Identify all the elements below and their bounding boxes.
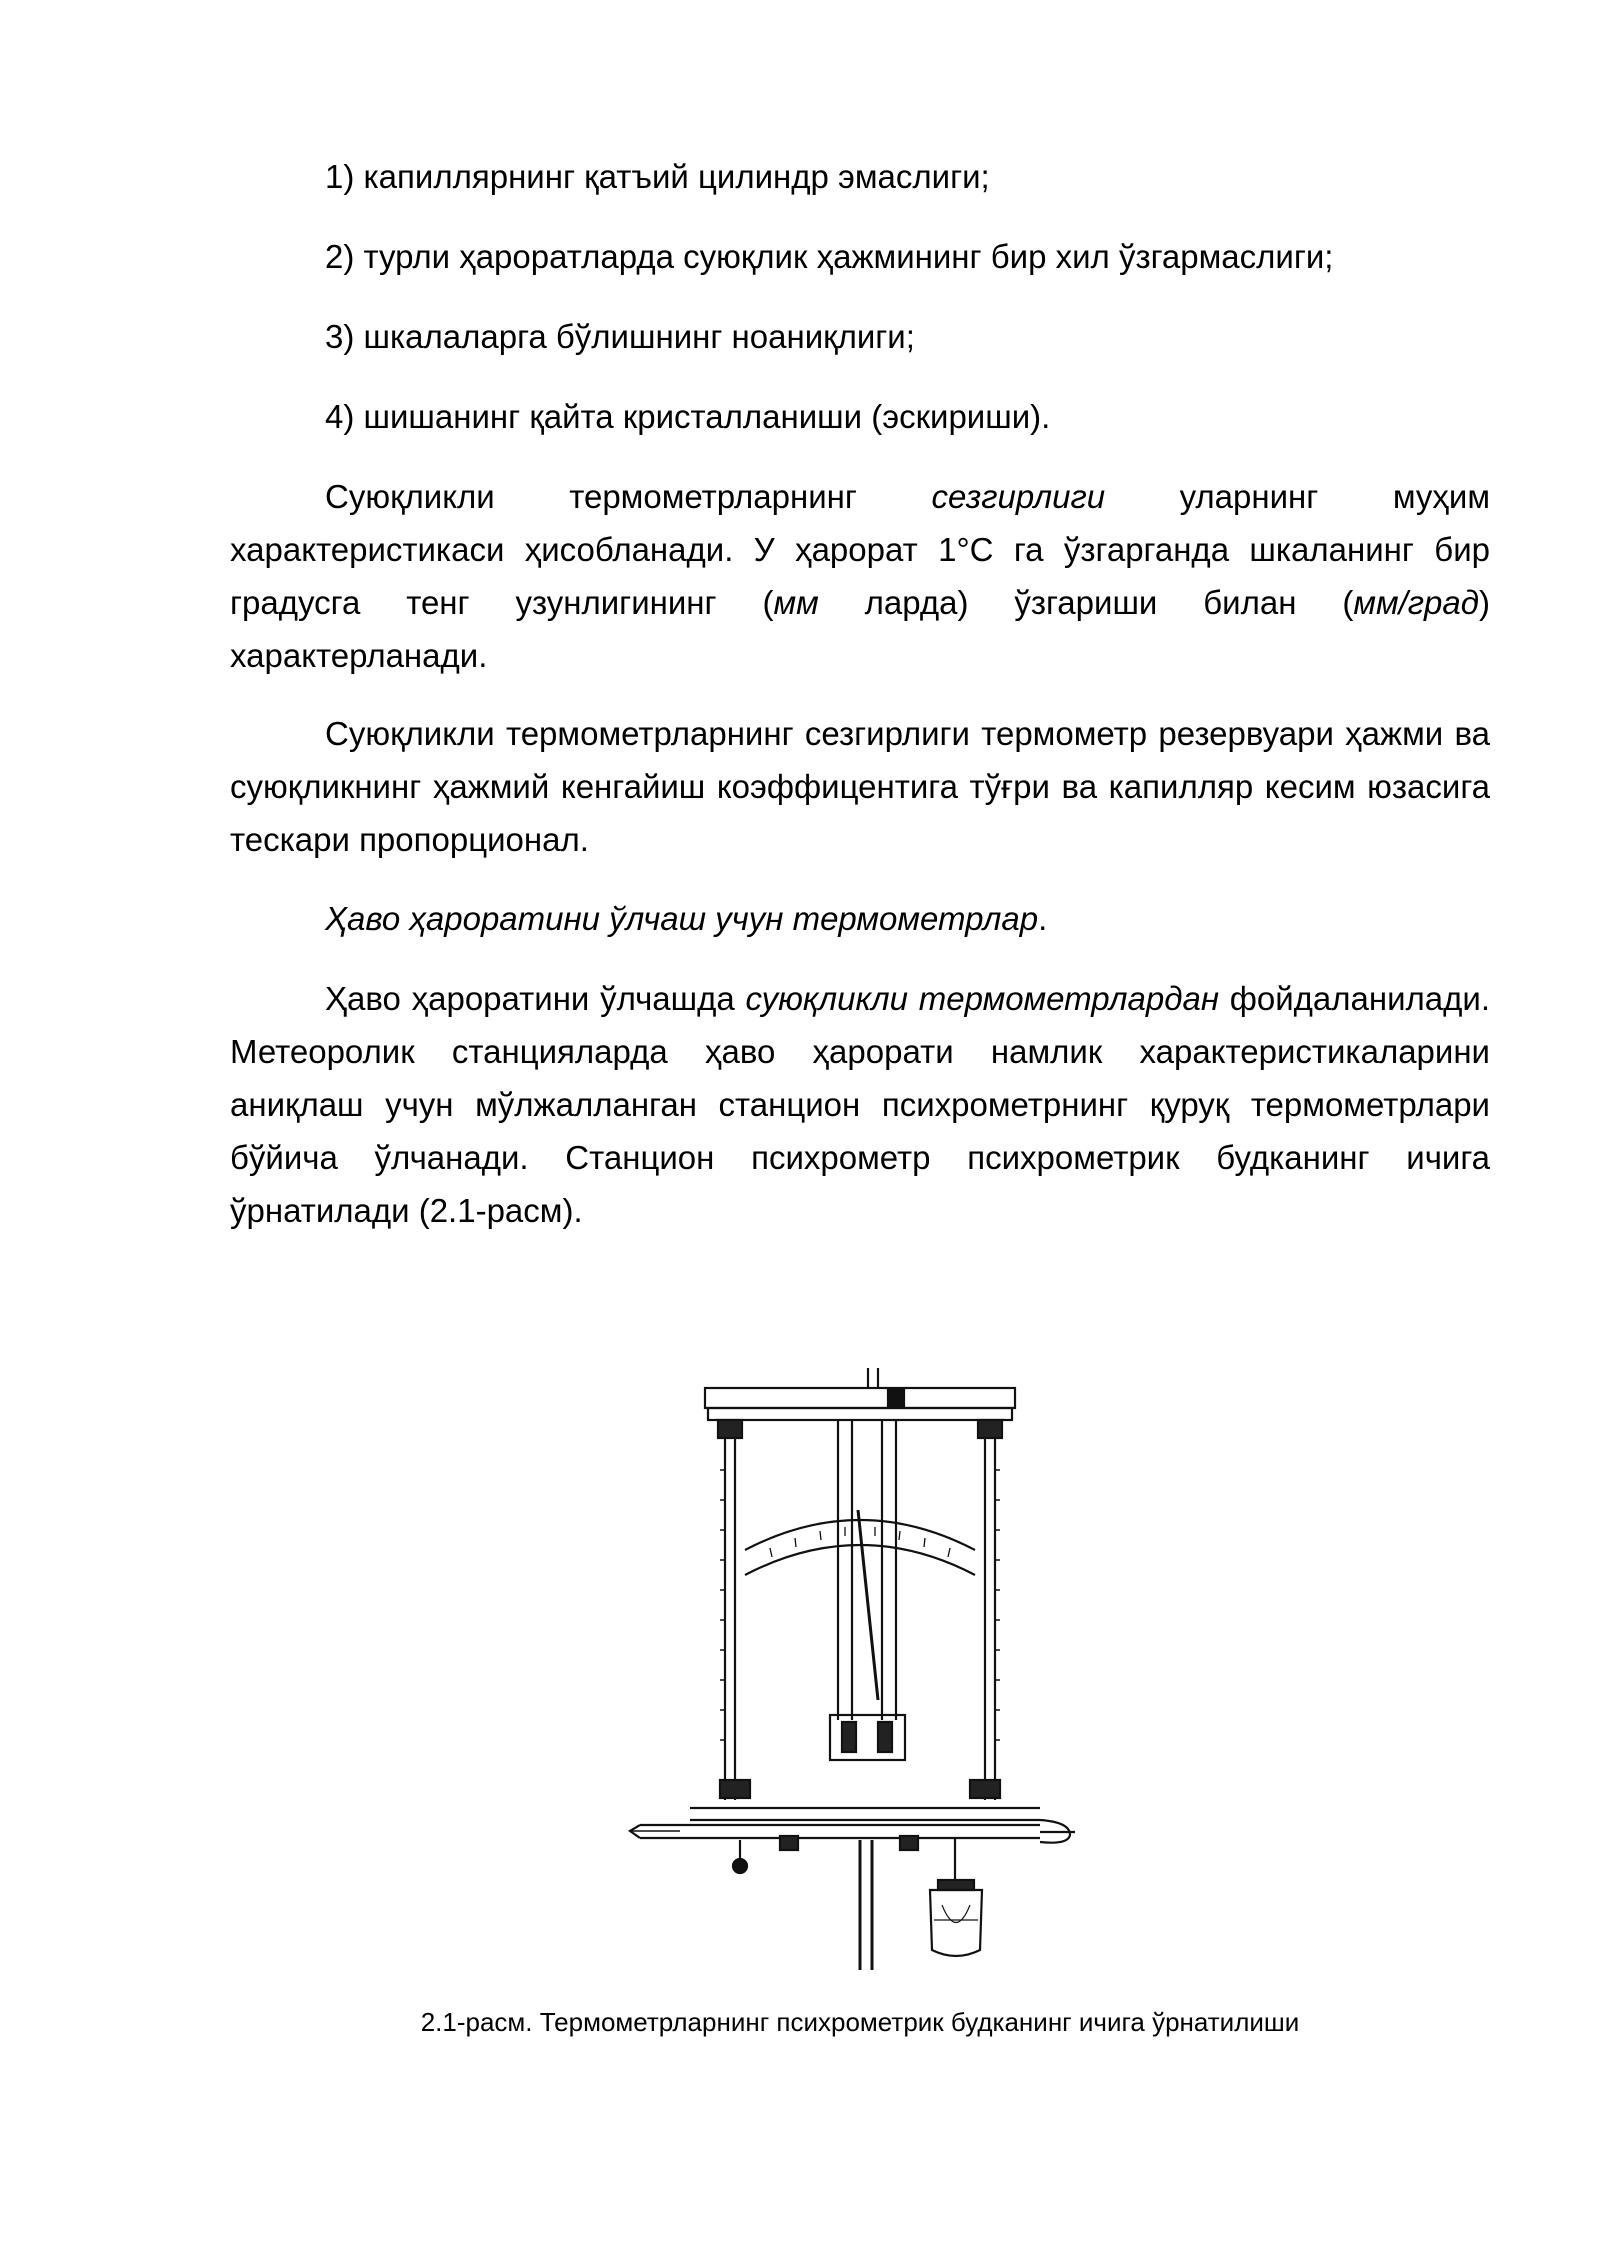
list-item-3: 3) шкалаларга бўлишнинг ноаниқлиги; bbox=[325, 318, 915, 355]
p1-text-c: уларнинг муҳим характеристикаси ҳисобланади. У ҳарорат 1°С га ўзгарганда шкаланинг бир градусга тенг узунлигининг ( bbox=[230, 478, 1491, 621]
p1-italic-mm: мм bbox=[773, 584, 819, 621]
psychrometer-illustration bbox=[620, 1360, 1100, 1980]
figure-caption: 2.1-расм. Термометрларнинг психрометрик будканинг ичига ўрнатилиши bbox=[420, 2007, 1300, 2037]
p1-italic-sensitivity: сезгирлиги bbox=[931, 478, 1106, 515]
p1-text-e: ларда) ўзгариши билан ( bbox=[818, 584, 1354, 621]
list-item-2: 2) турли ҳароратларда суюқлик ҳажмининг бир хил ўзгармаслиги; bbox=[325, 238, 1334, 275]
list-item-1: 1) капиллярнинг қатъий цилиндр эмаслиги; bbox=[325, 158, 990, 195]
section-heading bbox=[230, 892, 1047, 945]
p3-text-a: Ҳаво ҳароратини ўлчашда bbox=[325, 980, 746, 1017]
paragraph-proportionality: Суюқликли термометрларнинг сезгирлиги термометр резервуари ҳажми ва суюқликнинг ҳажмий кенгайиш коэффицентига тўғри ва капилляр кесим юзасига тескари пропорционал. bbox=[230, 715, 1490, 858]
paragraph-air-temperature bbox=[230, 972, 1490, 1237]
paragraph-sensitivity bbox=[230, 470, 1490, 682]
p3-text-c: фойдаланилади. Метеоролик станцияларда ҳаво ҳарорати намлик характеристикаларини аниқлаш учун мўлжалланган станцион психрометрнинг қуруқ термометрлари бўйича ўлчанади. Станцион психрометр психрометрик будканинг ичига ўрнатилади (2.1-расм). bbox=[230, 980, 1490, 1229]
list-item-4: 4) шишанинг қайта кристалланиши (эскириши). bbox=[325, 398, 1051, 435]
p1-text-g: ) характерланади. bbox=[230, 584, 1490, 674]
p1-italic-mm-per-degree: мм/град bbox=[1353, 584, 1479, 621]
p1-text-a: Суюқликли термометрларнинг bbox=[325, 478, 932, 515]
heading-dot: . bbox=[1038, 900, 1048, 937]
heading-italic: Ҳаво ҳароратини ўлчаш учун термометрлар bbox=[325, 900, 1039, 937]
p3-italic-thermometers: суюқликли термометрлардан bbox=[745, 980, 1219, 1017]
